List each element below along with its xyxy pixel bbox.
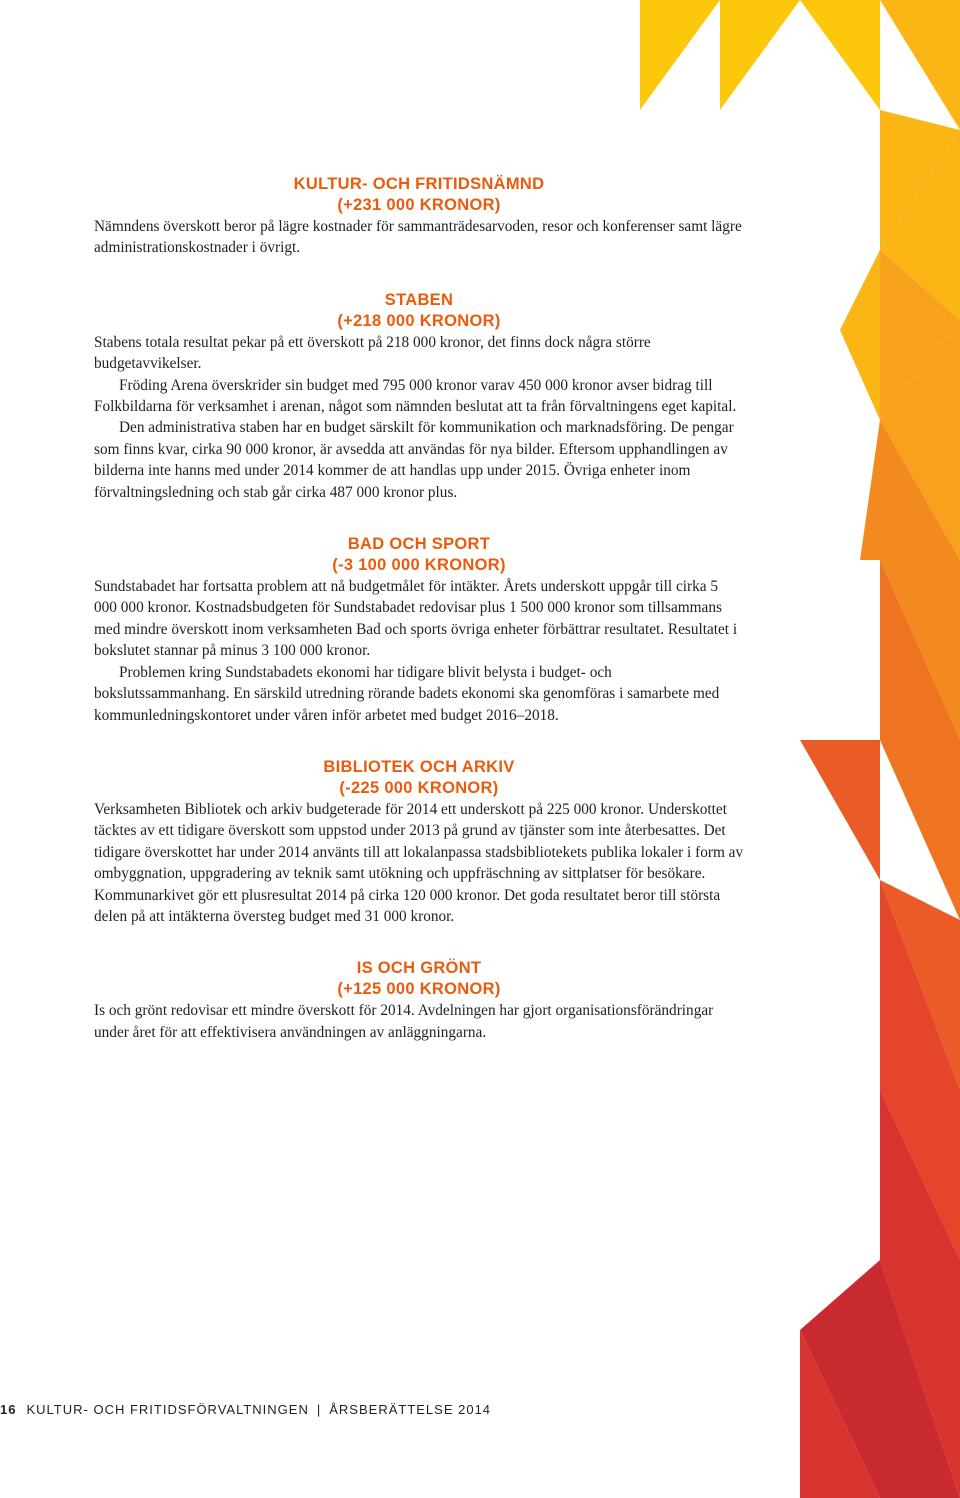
decorative-triangle [720,0,800,110]
section-bad-och-sport [94,534,744,726]
page-footer [0,1399,491,1419]
footer-document-title: ÅRSBERÄTTELSE 2014 [329,1401,492,1417]
decorative-triangle [800,0,880,110]
section-title: IS OCH GRÖNT [356,959,482,978]
main-content [94,174,744,1074]
paragraph: Sundstabadet har fortsatta problem att nå budgetmålet för intäkter. Årets underskott uppgår till cirka 5 000 000 kronor. Kostnadsbudgeten för Sundstabadet redovisar plus 1 500 000 kronor som tillsammans med mindre överskott inom verksamheten Bad och sports övriga enheter förbättrar resultatet. Resultatet i bokslutet stannar på minus 3 100 000 kronor. [94,578,738,660]
section-amount: (+125 000 KRONOR) [337,980,501,999]
paragraph: Nämndens överskott beror på lägre kostnader för sammanträdesarvoden, resor och konferenser samt lägre administrationskostnader i övrigt. [94,218,742,257]
section-amount: (+218 000 KRONOR) [337,311,501,330]
decorative-triangle [840,250,880,420]
footer-org-name: KULTUR- OCH FRITIDSFÖRVALTNINGEN [26,1401,309,1417]
section-amount: (-3 100 000 KRONOR) [332,556,506,575]
section-staben [94,290,744,503]
paragraph: Problemen kring Sundstabadets ekonomi har tidigare blivit belysta i budget- och bokslutssammanhang. En särskild utredning rörande badets ekonomi ska genomföras i samarbete med kommunledningskontoret under våren inför arbetet med budget 2016–2018. [94,663,720,724]
paragraph: Fröding Arena överskrider sin budget med 795 000 kronor varav 450 000 kronor avser bidrag till Folkbildarna för verksamhet i arenan, något som nämnden beslutat att ta från förvaltningens eget kapital. [94,376,737,416]
paragraph: Verksamheten Bibliotek och arkiv budgeterade för 2014 ett underskott på 225 000 kronor. Underskottet täcktes av ett tidigare överskott som uppstod under 2013 på grund av tjänster som inte återbesattes. Det tidigare överskottet har under 2014 använts till att lokalanpassa stadsbibliotekets publika lokaler i form av ombyggnation, uppgradering av teknik samt utökning och uppfräschning av sittplatser för besökare. Kommunarkivet gör ett plusresultat 2014 på cirka 120 000 kronor. Det goda resultatet beror till största delen på att intäkterna översteg budget med 31 000 kronor. [94,800,744,925]
decorative-triangle [880,0,960,130]
section-is-och-gront [94,958,744,1043]
decorative-triangle [640,0,720,110]
section-title: KULTUR- OCH FRITIDSNÄMND [293,175,545,193]
section-title: BIBLIOTEK OCH ARKIV [323,757,515,776]
paragraph: Is och grönt redovisar ett mindre överskott för 2014. Avdelningen har gjort organisationsförändringar under året för att effektivisera användningen av anläggningarna. [94,1002,714,1041]
paragraph: Den administrativa staben har en budget särskilt för kommunikation och marknadsföring. De pengar som finns kvar, cirka 90 000 kronor, är avsedda att användas för nya bilder. Eftersom upphandlingen av bilderna inte hanns med under 2014 kommer de att handlas upp under 2015. Övriga enheter inom förvaltningsledning och stab går cirka 487 000 kronor plus. [94,419,734,501]
section-kultur-och-fritidsnamnd [94,174,744,259]
section-amount: (+231 000 KRONOR) [337,196,501,214]
footer-separator: | [316,1401,322,1417]
section-bibliotek-och-arkiv [94,757,744,927]
section-title: STABEN [384,290,454,309]
decorative-triangle [800,740,880,880]
section-amount: (-225 000 KRONOR) [339,778,499,797]
paragraph: Stabens totala resultat pekar på ett överskott på 218 000 kronor, det finns dock några större budgetavvikelser. [94,333,651,373]
page-number: 16 [0,1401,17,1417]
section-title: BAD OCH SPORT [347,535,491,554]
